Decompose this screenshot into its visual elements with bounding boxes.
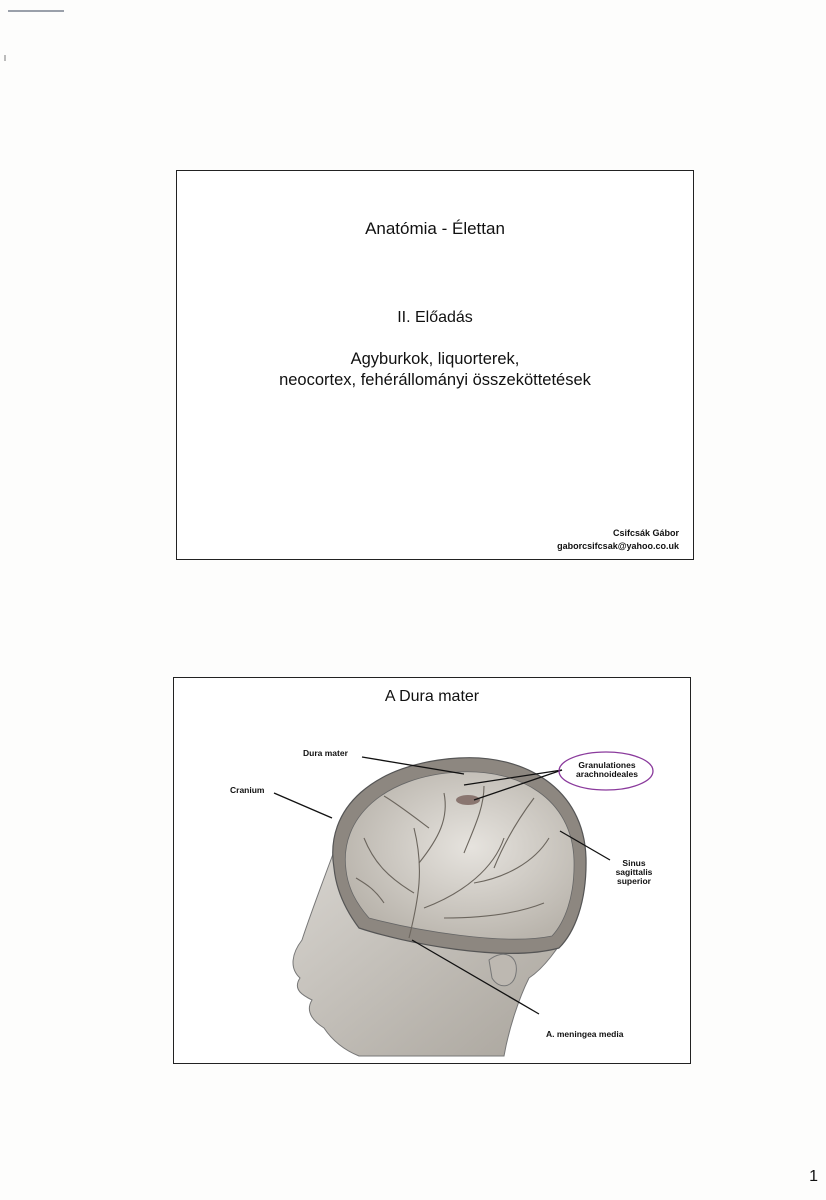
subject-line-2: neocortex, fehérállományi összeköttetések xyxy=(279,371,591,389)
course-title: Anatómia - Élettan xyxy=(365,219,505,238)
label-sinus xyxy=(604,859,664,886)
author-email: gaborcsifcsak@yahoo.co.uk xyxy=(557,541,679,551)
slide-heading: A Dura mater xyxy=(384,688,480,705)
label-granulationes-2: arachnoideales xyxy=(576,769,638,779)
slide-dura-mater xyxy=(173,677,691,1064)
label-granulationes-1: Granulationes xyxy=(578,760,636,770)
slide-title xyxy=(176,170,694,560)
granulation-patch xyxy=(456,795,480,805)
scan-artifact-line xyxy=(8,10,64,12)
page-number: 1 xyxy=(809,1168,818,1185)
author-name: Csifcsák Gábor xyxy=(612,528,679,538)
scan-artifact-dot xyxy=(4,55,6,61)
subject-line-1: Agyburkok, liquorterek, xyxy=(350,350,520,368)
label-dura-mater: Dura mater xyxy=(303,748,348,758)
label-sinus-2: sagittalis xyxy=(615,867,653,877)
lecture-number: II. Előadás xyxy=(397,309,473,326)
author-block xyxy=(557,527,679,553)
label-granulationes xyxy=(568,761,646,779)
lecture-subject xyxy=(177,349,693,391)
label-cranium: Cranium xyxy=(230,785,265,795)
label-sinus-3: superior xyxy=(616,876,651,886)
label-meningea: A. meningea media xyxy=(546,1029,624,1039)
label-sinus-1: Sinus xyxy=(622,858,646,868)
